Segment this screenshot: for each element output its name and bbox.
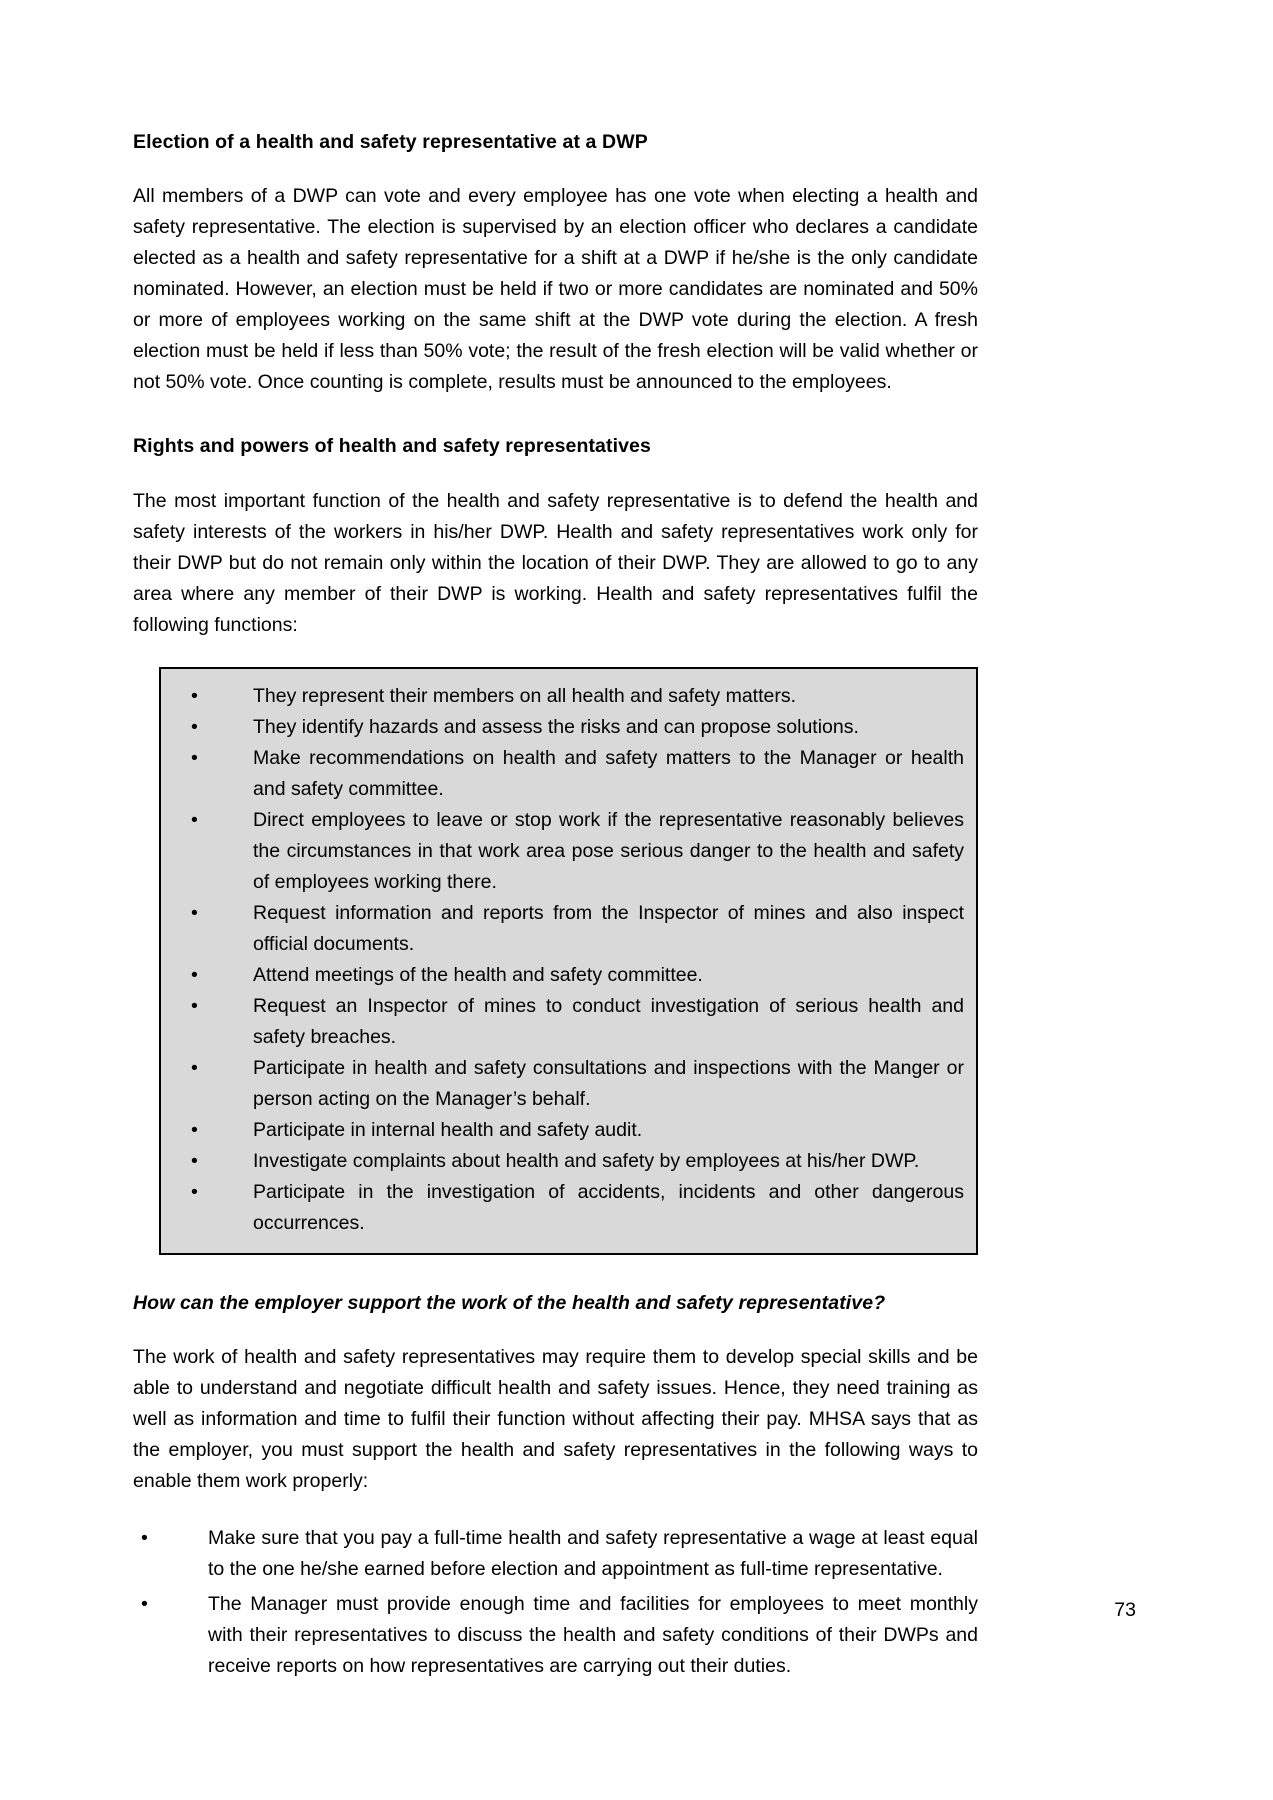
- list-item: [173, 991, 964, 1053]
- list-item: [173, 960, 964, 991]
- rights-paragraph: The most important function of the health and safety representative is to defend the health and safety interests of the workers in his/her DWP. Health and safety representatives work only for their DWP but do not remain only within the location of their DWP. They are allowed to go to any area where any member of their DWP is working. Health and safety representatives fulfil the following functions:: [133, 489, 978, 636]
- list-item: [173, 805, 964, 898]
- list-item: [173, 1115, 964, 1146]
- bullet-icon: •: [191, 746, 198, 769]
- bullet-icon: •: [191, 994, 198, 1017]
- list-item-text: Request an Inspector of mines to conduct investigation of serious health and safety breaches.: [253, 994, 964, 1048]
- bullet-icon: •: [141, 1593, 148, 1616]
- election-heading: Election of a health and safety representative at a DWP: [133, 131, 648, 153]
- page-content: [133, 130, 978, 1682]
- list-item: [173, 1146, 964, 1177]
- list-item-text: They represent their members on all health and safety matters.: [253, 684, 797, 707]
- list-item: [133, 1589, 978, 1682]
- list-item: [173, 743, 964, 805]
- list-item-text: Make recommendations on health and safety matters to the Manager or health and safety committee.: [253, 746, 964, 800]
- list-item: [173, 712, 964, 743]
- bullet-icon: •: [191, 808, 198, 831]
- list-item-text: Direct employees to leave or stop work if the representative reasonably believes the circumstances in that work area pose serious danger to the health and safety of employees working there.: [253, 808, 964, 893]
- list-item-text: The Manager must provide enough time and facilities for employees to meet monthly with their representatives to discuss the health and safety conditions of their DWPs and receive reports on how representatives are carrying out their duties.: [208, 1593, 978, 1678]
- page-number: 73: [1114, 1598, 1136, 1621]
- list-item-text: Participate in the investigation of accidents, incidents and other dangerous occurrences.: [253, 1180, 964, 1234]
- bullet-icon: •: [191, 901, 198, 924]
- bullet-icon: •: [191, 1118, 198, 1141]
- list-item: [173, 1177, 964, 1239]
- support-list: [133, 1523, 978, 1682]
- bullet-icon: •: [191, 1180, 198, 1203]
- bullet-icon: •: [191, 1056, 198, 1079]
- functions-callout-box: [159, 667, 978, 1255]
- list-item-text: Request information and reports from the Inspector of mines and also inspect official documents.: [253, 901, 964, 955]
- list-item-text: Investigate complaints about health and safety by employees at his/her DWP.: [253, 1149, 920, 1172]
- bullet-icon: •: [141, 1527, 148, 1550]
- list-item-text: Make sure that you pay a full-time health and safety representative a wage at least equal to the one he/she earned before election and appointment as full-time representative.: [208, 1527, 978, 1581]
- list-item: [173, 898, 964, 960]
- election-paragraph: All members of a DWP can vote and every employee has one vote when electing a health and safety representative. The election is supervised by an election officer who declares a candidate elected as a health and safety representative for a shift at a DWP if he/she is the only candidate nominated. However, an election must be held if two or more candidates are nominated and 50% or more of employees working on the same shift at the DWP vote during the election. A fresh election must be held if less than 50% vote; the result of the fresh election will be valid whether or not 50% vote. Once counting is complete, results must be announced to the employees.: [133, 185, 978, 394]
- bullet-icon: •: [191, 684, 198, 707]
- functions-list: [173, 681, 964, 1239]
- employer-support-heading: How can the employer support the work of the health and safety representative?: [133, 1291, 886, 1314]
- bullet-icon: •: [191, 715, 198, 738]
- employer-support-paragraph: The work of health and safety representatives may require them to develop special skills and be able to understand and negotiate difficult health and safety issues. Hence, they need training as well as information and time to fulfil their function without affecting their pay. MHSA says that as the employer, you must support the health and safety representatives in the following ways to enable them work properly:: [133, 1346, 978, 1493]
- list-item-text: Attend meetings of the health and safety committee.: [253, 963, 703, 986]
- list-item: [173, 681, 964, 712]
- bullet-icon: •: [191, 1149, 198, 1172]
- list-item-text: Participate in health and safety consultations and inspections with the Manger or person acting on the Manager’s behalf.: [253, 1056, 964, 1110]
- list-item: [173, 1053, 964, 1115]
- list-item-text: Participate in internal health and safety audit.: [253, 1118, 643, 1141]
- rights-heading: Rights and powers of health and safety representatives: [133, 435, 651, 458]
- list-item: [133, 1523, 978, 1585]
- bullet-icon: •: [191, 963, 198, 986]
- list-item-text: They identify hazards and assess the risks and can propose solutions.: [253, 715, 859, 738]
